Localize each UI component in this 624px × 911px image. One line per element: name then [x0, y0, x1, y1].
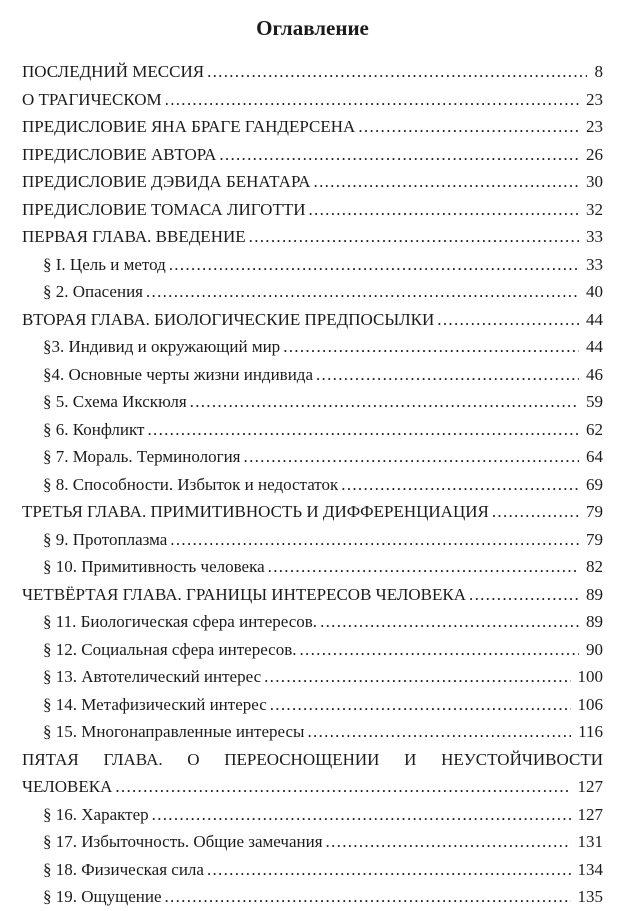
dot-leader: [358, 113, 579, 141]
toc-entry-page-number: 33: [586, 227, 603, 246]
toc-entry: [43, 388, 603, 416]
toc-entry-row: [22, 86, 603, 114]
toc-entry: [22, 58, 603, 86]
toc-entry-page-number: 69: [586, 474, 603, 494]
toc-entry-title-line1: ПЯТАЯ ГЛАВА. О ПЕРЕОСНОЩЕНИИ И НЕУСТОЙЧИВОСТИ: [22, 749, 603, 769]
toc-entry-title: ЧЕЛОВЕКА: [22, 777, 113, 796]
toc-entry-row: [43, 883, 603, 911]
toc-entry-title: ПРЕДИСЛОВИЕ ТОМАСА ЛИГОТТИ: [22, 199, 306, 219]
toc-entry: [22, 141, 603, 169]
toc-entry-page-number: 127: [577, 777, 603, 796]
toc-entry-row: [22, 773, 603, 801]
dot-leader: [309, 196, 580, 224]
toc-entry-title: ВТОРАЯ ГЛАВА. БИОЛОГИЧЕСКИЕ ПРЕДПОСЫЛКИ: [22, 309, 435, 329]
toc-entry-title: § 15. Многонаправленные интересы: [43, 722, 305, 741]
toc-entry-row: [22, 58, 603, 86]
page-title: Оглавление: [256, 16, 369, 40]
toc-entry-title: § 2. Опасения: [43, 282, 143, 301]
toc-entry-row: [43, 801, 603, 829]
dot-leader: [170, 526, 579, 554]
toc-entry-page-number: 64: [586, 447, 603, 466]
toc-entry-title: § 17. Избыточность. Общие замечания: [43, 832, 323, 851]
toc-entry-page-number: 59: [586, 392, 603, 411]
toc-entry: [43, 278, 603, 306]
toc-entry-title: ТРЕТЬЯ ГЛАВА. ПРИМИТИВНОСТЬ И ДИФФЕРЕНЦИАЦИЯ: [22, 502, 489, 521]
toc-entry-row: [43, 526, 603, 554]
dot-leader: [300, 636, 580, 664]
toc-entry-row: [43, 636, 603, 664]
toc-entry: [43, 801, 603, 829]
toc-entry-title: ЧЕТВЁРТАЯ ГЛАВА. ГРАНИЦЫ ИНТЕРЕСОВ ЧЕЛОВЕКА: [22, 584, 467, 604]
toc-entry-page-number: 90: [586, 639, 603, 659]
toc-entry-page-number: 33: [586, 254, 603, 274]
toc-entry-row: [22, 113, 603, 141]
toc-entry-title: § 12. Социальная сфера интересов.: [43, 639, 297, 659]
dot-leader: [146, 278, 579, 306]
toc-entry-title: ПРЕДИСЛОВИЕ ДЭВИДА БЕНАТАРА: [22, 172, 311, 191]
toc-entry: [43, 856, 603, 884]
toc-entry-row: [43, 608, 603, 636]
toc-entry-row: [43, 388, 603, 416]
dot-leader: [492, 498, 579, 526]
toc-entry-title: § 18. Физическая сила: [43, 859, 204, 879]
toc-entry-title: §3. Индивид и окружающий мир: [43, 337, 281, 356]
toc-entry: [22, 746, 603, 801]
dot-leader: [316, 361, 579, 389]
toc-entry-page-number: 106: [577, 694, 603, 714]
dot-leader: [264, 663, 570, 691]
toc-entry: [22, 86, 603, 114]
dot-leader: [326, 828, 571, 856]
toc-entry-page-number: 134: [577, 859, 603, 879]
dot-leader: [341, 471, 579, 499]
toc-entry-title: ПОСЛЕДНИЙ МЕССИЯ: [22, 62, 205, 81]
toc-entry-title: § 6. Конфликт: [43, 419, 145, 439]
toc-entry-page-number: 44: [586, 337, 603, 356]
toc-entry-title: § 8. Способности. Избыток и недостаток: [43, 474, 339, 494]
dot-leader: [165, 86, 579, 114]
toc-entry: [43, 718, 603, 746]
dot-leader: [283, 333, 579, 361]
toc-entry-title: ПРЕДИСЛОВИЕ ЯНА БРАГЕ ГАНДЕРСЕНА: [22, 117, 356, 136]
toc-entry: [22, 223, 603, 251]
toc-entry-title: § 5. Схема Икскюля: [43, 392, 187, 411]
dot-leader: [207, 856, 571, 884]
toc-entry-title: О ТРАГИЧЕСКОМ: [22, 89, 162, 109]
toc-entry-page-number: 89: [586, 612, 603, 631]
toc-entry-page-number: 26: [586, 144, 603, 164]
toc-entry-title: § 11. Биологическая сфера интересов.: [43, 612, 318, 631]
toc-entry-row: [22, 141, 603, 169]
toc-entry-page-number: 135: [577, 887, 603, 906]
toc-entry-title: §4. Основные черты жизни индивида: [43, 364, 313, 384]
toc-entry-title: § 10. Примитивность человека: [43, 557, 265, 576]
toc-entry: [43, 443, 603, 471]
toc-entry-page-number: 8: [594, 62, 603, 81]
toc-entry-title: § 9. Протоплазма: [43, 529, 168, 549]
dot-leader: [268, 553, 579, 581]
toc-entry-row: [43, 691, 603, 719]
toc-entry-page-number: 116: [578, 722, 603, 741]
toc-entry: [43, 526, 603, 554]
toc-entry-page-number: 79: [586, 502, 603, 521]
toc-entry-row: [43, 471, 603, 499]
toc-entry-title: ПЕРВАЯ ГЛАВА. ВВЕДЕНИЕ: [22, 227, 246, 246]
toc-entry-title: ПРЕДИСЛОВИЕ АВТОРА: [22, 144, 217, 164]
toc-entry-page-number: 79: [586, 529, 603, 549]
dot-leader: [219, 141, 579, 169]
toc-entry-page-number: 127: [577, 804, 603, 824]
toc-entry-row: [22, 498, 603, 526]
toc-entry-page-number: 23: [586, 89, 603, 109]
toc-entry-row: [22, 581, 603, 609]
toc-entry-row: [43, 718, 603, 746]
toc-entry-page-number: 44: [586, 309, 603, 329]
toc-entry-title: § 13. Автотелический интерес: [43, 667, 262, 686]
toc-entry-row: [43, 416, 603, 444]
toc-entry: [22, 168, 603, 196]
toc-entry-title: § 16. Характер: [43, 804, 149, 824]
toc-entry: [43, 333, 603, 361]
toc-entry: [43, 691, 603, 719]
dot-leader: [249, 223, 579, 251]
toc-entry-title: § 19. Ощущение: [43, 887, 162, 906]
toc-entry: [43, 553, 603, 581]
toc-entry-row: [43, 443, 603, 471]
dot-leader: [169, 251, 579, 279]
dot-leader: [270, 691, 571, 719]
toc-entry-page-number: 82: [586, 557, 603, 576]
toc-entry-page-number: 30: [586, 172, 603, 191]
toc-entry: [43, 471, 603, 499]
toc-entry: [22, 113, 603, 141]
toc-entry-page-number: 131: [577, 832, 603, 851]
toc-entry-title: § 14. Метафизический интерес: [43, 694, 267, 714]
toc-entry-row: [22, 196, 603, 224]
toc-entry: [22, 498, 603, 526]
toc-entry: [43, 636, 603, 664]
toc-entry: [43, 883, 603, 911]
dot-leader: [314, 168, 579, 196]
toc-entry-row: [22, 223, 603, 251]
dot-leader: [207, 58, 587, 86]
toc-entry: [22, 306, 603, 334]
dot-leader: [147, 416, 579, 444]
toc-entry-row: [43, 361, 603, 389]
dot-leader: [115, 773, 570, 801]
dot-leader: [244, 443, 579, 471]
toc-entry-row: [22, 168, 603, 196]
dot-leader: [152, 801, 571, 829]
toc-entry: [43, 361, 603, 389]
toc-entry: [43, 416, 603, 444]
dot-leader: [469, 581, 579, 609]
toc-entry: [22, 196, 603, 224]
dot-leader: [437, 306, 579, 334]
dot-leader: [307, 718, 571, 746]
toc-entry-row: [43, 828, 603, 856]
toc-entry-row: [43, 553, 603, 581]
toc-entry: [43, 663, 603, 691]
toc-entry: [43, 251, 603, 279]
toc-entry: [43, 608, 603, 636]
dot-leader: [165, 883, 571, 911]
toc-entry-row: [43, 856, 603, 884]
toc-entry-title: § 7. Мораль. Терминология: [43, 447, 241, 466]
toc-entry-page-number: 89: [586, 584, 603, 604]
toc-entry-title: § I. Цель и метод: [43, 254, 166, 274]
toc-entry: [43, 828, 603, 856]
dot-leader: [320, 608, 579, 636]
toc-entry-page-number: 46: [586, 364, 603, 384]
toc-entry-row: [22, 306, 603, 334]
toc-entry: [22, 581, 603, 609]
toc-entry-row: [43, 663, 603, 691]
toc-entry-page-number: 23: [586, 117, 603, 136]
toc-entry-page-number: 62: [586, 419, 603, 439]
toc-entry-page-number: 32: [586, 199, 603, 219]
toc-entry-row: [43, 278, 603, 306]
table-of-contents: [22, 58, 603, 911]
toc-entry-page-number: 100: [577, 667, 603, 686]
dot-leader: [190, 388, 579, 416]
toc-entry-page-number: 40: [586, 282, 603, 301]
toc-entry-row: [43, 251, 603, 279]
toc-entry-row: [43, 333, 603, 361]
